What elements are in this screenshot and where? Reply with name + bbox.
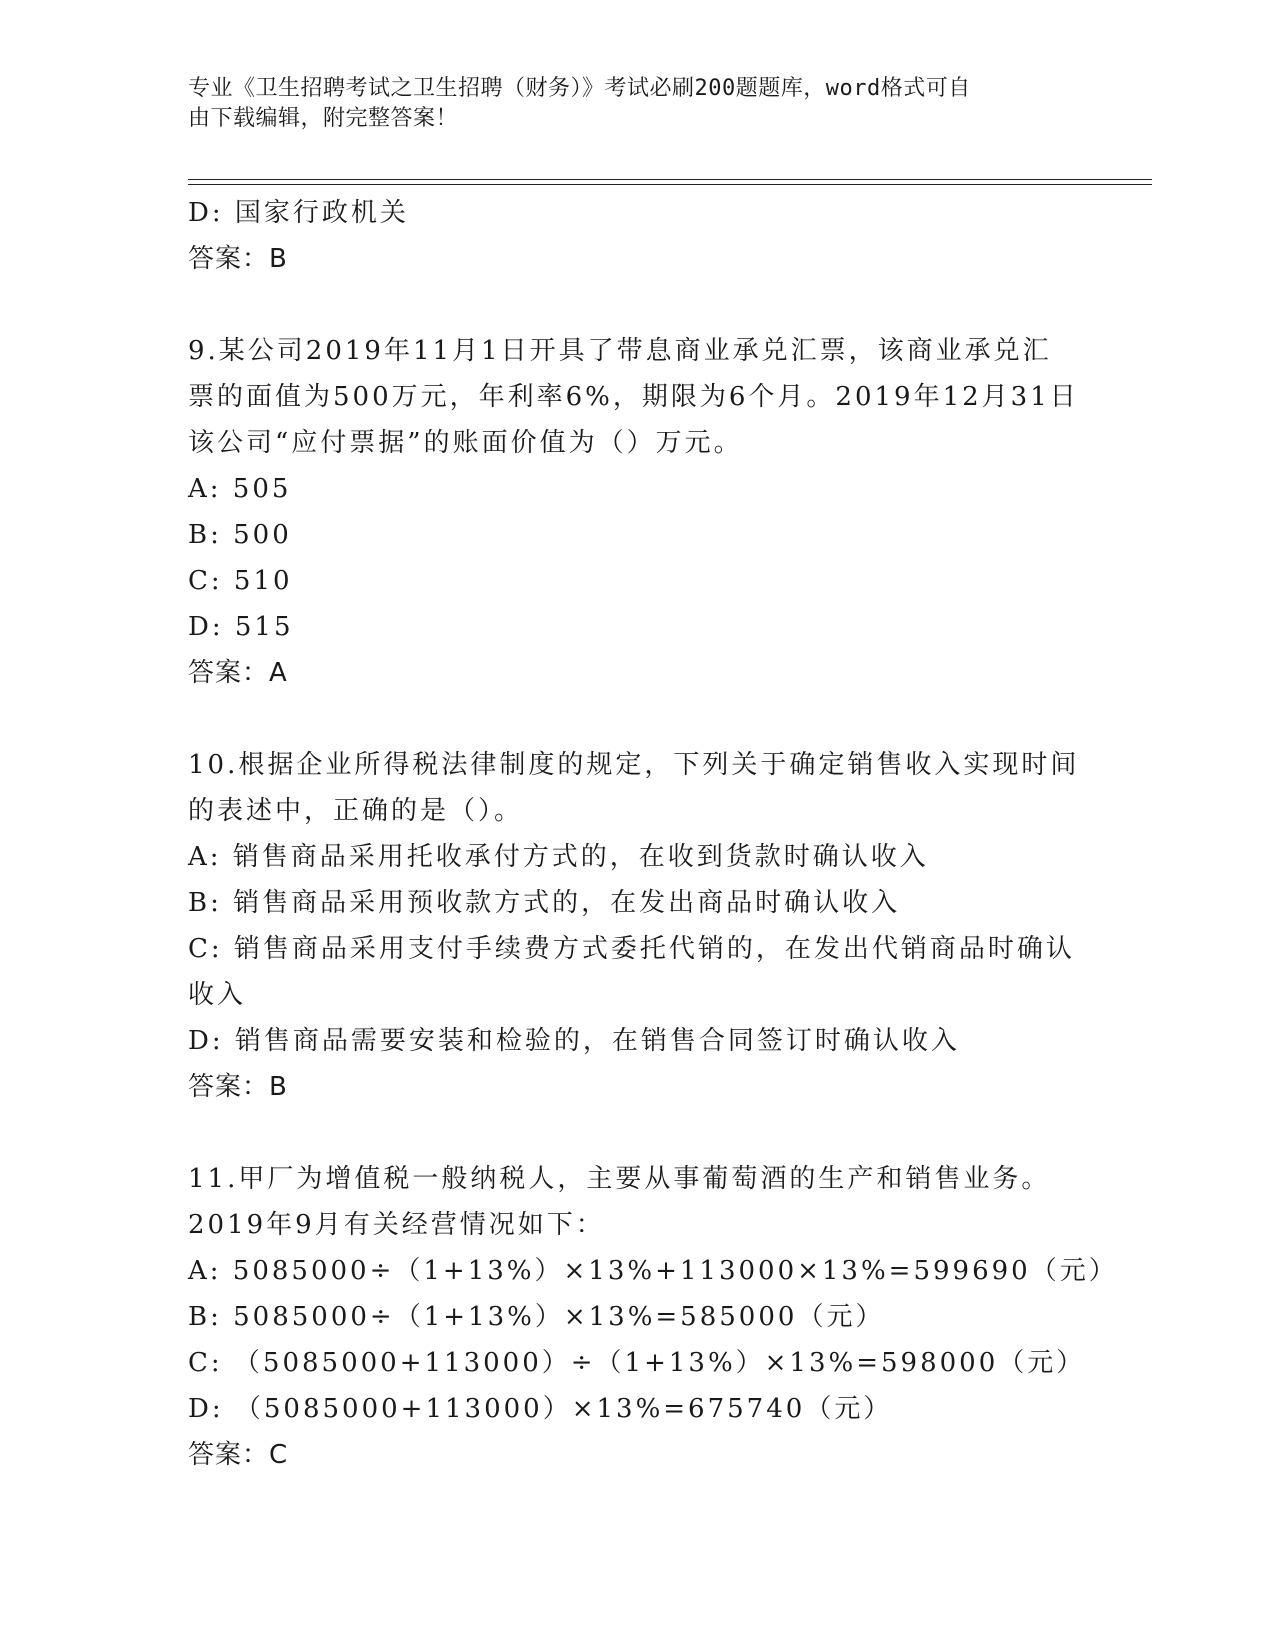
question-10-option-d: D: 销售商品需要安装和检验的，在销售合同签订时确认收入 bbox=[188, 1026, 960, 1056]
question-9-answer: 答案：A bbox=[188, 658, 288, 688]
question-10-option-c: C: 销售商品采用支付手续费方式委托代销的，在发出代销商品时确认 bbox=[188, 934, 1075, 964]
spacer bbox=[188, 696, 1088, 742]
question-9-option-d: D: 515 bbox=[188, 612, 294, 642]
page-header bbox=[188, 74, 1068, 134]
header-divider-top bbox=[188, 179, 1152, 180]
question-10-option-c-cont: 收入 bbox=[188, 980, 247, 1010]
question-11-option-d: D: （5085000+113000）×13%=675740（元） bbox=[188, 1394, 893, 1424]
question-11-option-a: A: 5085000÷（1+13%）×13%+113000×13%=599690（元） bbox=[188, 1256, 1118, 1286]
prev-answer: 答案：B bbox=[188, 244, 288, 274]
question-11-stem-2: 2019年9月有关经营情况如下： bbox=[188, 1210, 605, 1240]
spacer bbox=[188, 1110, 1088, 1156]
question-10-stem-1: 10.根据企业所得税法律制度的规定，下列关于确定销售收入实现时间 bbox=[188, 750, 1080, 780]
question-9-option-c: C: 510 bbox=[188, 566, 293, 596]
question-content bbox=[188, 190, 1118, 1478]
question-10-option-b: B: 销售商品采用预收款方式的，在发出商品时确认收入 bbox=[188, 888, 901, 918]
question-10-stem-2: 的表述中，正确的是（）。 bbox=[188, 796, 524, 826]
question-9-option-b: B: 500 bbox=[188, 520, 292, 550]
question-10-option-a: A: 销售商品采用托收承付方式的，在收到货款时确认收入 bbox=[188, 842, 929, 872]
question-11-answer: 答案：C bbox=[188, 1440, 289, 1470]
header-title-line-2: 由下载编辑，附完整答案！ bbox=[188, 106, 459, 131]
question-10 bbox=[188, 742, 1088, 1110]
question-9 bbox=[188, 328, 1088, 696]
question-9-option-a: A: 505 bbox=[188, 474, 292, 504]
header-divider-bottom bbox=[188, 184, 1152, 185]
question-11-option-b: B: 5085000÷（1+13%）×13%=585000（元） bbox=[188, 1302, 885, 1332]
header-title-line-1: 专业《卫生招聘考试之卫生招聘（财务）》考试必刷200题题库，word格式可自 bbox=[188, 76, 971, 101]
question-11 bbox=[188, 1156, 1118, 1478]
spacer bbox=[188, 282, 1088, 328]
question-9-stem-3: 该公司“应付票据”的账面价值为（）万元。 bbox=[188, 428, 743, 458]
question-9-stem-2: 票的面值为500万元，年利率6%，期限为6个月。2019年12月31日 bbox=[188, 382, 1079, 412]
question-11-option-c: C: （5085000+113000）÷（1+13%）×13%=598000（元） bbox=[188, 1348, 1086, 1378]
question-11-stem-1: 11.甲厂为增值税一般纳税人，主要从事葡萄酒的生产和销售业务。 bbox=[188, 1164, 1051, 1194]
question-9-stem-1: 9.某公司2019年11月1日开具了带息商业承兑汇票，该商业承兑汇 bbox=[188, 336, 1052, 366]
prev-option-d: D: 国家行政机关 bbox=[188, 198, 409, 228]
question-10-answer: 答案：B bbox=[188, 1072, 288, 1102]
